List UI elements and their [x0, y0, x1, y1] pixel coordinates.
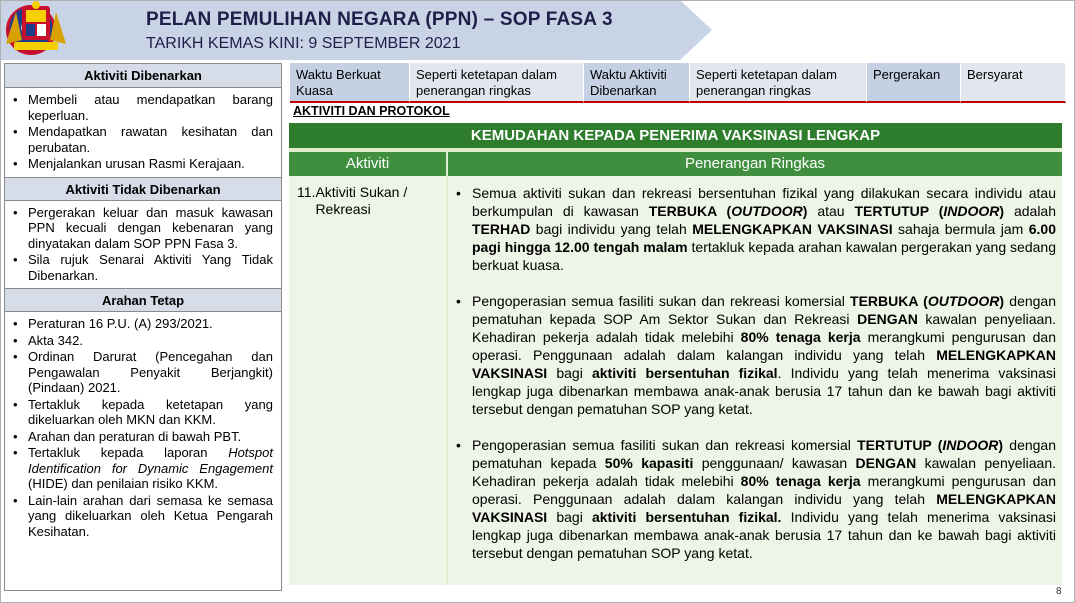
tab-waktu-aktiviti-value: Seperti ketetapan dalam penerangan ringkas [690, 63, 867, 103]
list-item: • Peraturan 16 P.U. (A) 293/2021. [13, 316, 273, 332]
emphasis-text: aktiviti bersentuhan fizikal [591, 365, 778, 381]
list-item: • Membeli atau mendapatkan barang keperluan. [13, 92, 273, 123]
emphasis-text: 80% tenaga kerja [740, 329, 861, 345]
emphasis-text: OUTDOOR [927, 293, 1000, 309]
section-body-standing-orders [5, 312, 281, 544]
description-bullet: • Pengoperasian semua fasiliti sukan dan rekreasi komersial TERBUKA (OUTDOOR) dengan pematuhan kepada SOP Am Sektor Sukan dan Rekreasi DENGAN kawalan penyeliaan. Kehadiran pekerja adalah tidak melebihi 80% tenaga kerja merangkumi pengurusan dan operasi. Penggunaan adalah dalam kalangan individu yang telah MELENGKAPKAN VAKSINASI bagi aktiviti bersentuhan fizikal. Individu yang telah menerima vaksinasi lengkap juga dibenarkan membawa anak-anak berusia 17 tahun dan ke bawah bagi aktiviti tersebut dengan pematuhan SOP yang ketat. [454, 292, 1056, 418]
emphasis-text: DENGAN [857, 311, 918, 327]
emphasis-text: OUTDOOR [731, 203, 803, 219]
tab-waktu-aktiviti: Waktu Aktiviti Dibenarkan [584, 63, 690, 103]
table-header [289, 152, 1062, 176]
emphasis-text: 50% kapasiti [604, 455, 694, 471]
list-item: • Akta 342. [13, 333, 273, 349]
emphasis-text: ) [998, 437, 1004, 453]
emphasis-text: INDOOR [942, 437, 999, 453]
list-item: • Arahan dan peraturan di bawah PBT. [13, 429, 273, 445]
description-cell [448, 176, 1062, 585]
column-header-description: Penerangan Ringkas [448, 152, 1062, 176]
hide-italic-text: Hotspot Identification for Dynamic Engagement [28, 445, 273, 476]
list-item: • Pergerakan keluar dan masuk kawasan PPN kecuali dengan kebenaran yang dinyatakan dalam SOP PPN Fasa 3. [13, 205, 273, 252]
page-subtitle: TARIKH KEMAS KINI: 9 SEPTEMBER 2021 [146, 35, 461, 52]
emphasis-text: ) [999, 203, 1005, 219]
section-heading-not-allowed: Aktiviti Tidak Dibenarkan [5, 177, 281, 201]
coat-of-arms-logo [0, 0, 72, 54]
column-header-activity: Aktiviti [289, 152, 446, 176]
main-panel [289, 123, 1062, 585]
activity-name: Aktiviti Sukan / Rekreasi [315, 184, 408, 217]
info-tabs [290, 63, 1066, 103]
list-item: • Menjalankan urusan Rasmi Kerajaan. [13, 156, 273, 172]
section-body-allowed [5, 88, 281, 177]
tab-pergerakan: Pergerakan [867, 63, 961, 103]
page-title: PELAN PEMULIHAN NEGARA (PPN) – SOP FASA 3 [146, 9, 613, 30]
list-item: • Lain-lain arahan dari semasa ke semasa yang dikeluarkan oleh Ketua Pengarah Kesihatan. [13, 493, 273, 540]
section-heading-standing-orders: Arahan Tetap [5, 288, 281, 312]
emphasis-text: DENGAN [855, 455, 917, 471]
description-bullet: • Semua aktiviti sukan dan rekreasi bersentuhan fizikal yang dilakukan secara individu atau berkumpulan di kawasan TERBUKA (OUTDOOR) atau TERTUTUP (INDOOR) adalah TERHAD bagi individu yang telah MELENGKAPKAN VAKSINASI sahaja bermula jam 6.00 pagi hingga 12.00 tengah malam tertakluk kepada arahan kawalan pergerakan yang sedang berkuat kuasa. [454, 184, 1056, 274]
emphasis-text: 6.00 pagi hingga 12.00 tengah malam [472, 221, 1056, 255]
activity-cell [289, 176, 446, 585]
list-item: • Ordinan Darurat (Pencegahan dan Pengawalan Penyakit Berjangkit) (Pindaan) 2021. [13, 349, 273, 396]
emphasis-text: TERTUTUP ( [854, 203, 944, 219]
page-number: 8 [1056, 586, 1062, 597]
emphasis-text: TERBUKA ( [648, 203, 732, 219]
hide-report-text: Tertakluk kepada laporan Hotspot Identification for Dynamic Engagement (HIDE) dan penilaian risiko KKM. [28, 445, 273, 491]
emphasis-text: ) [999, 293, 1005, 309]
description-bullet: • Pengoperasian semua fasiliti sukan dan rekreasi komersial TERTUTUP (INDOOR) dengan pematuhan kepada 50% kapasiti penggunaan/ kawasan DENGAN kawalan penyeliaan. Kehadiran pekerja adalah tidak melebihi 80% tenaga kerja merangkumi pengurusan dan operasi. Penggunaan adalah dalam kalangan individu yang telah MELENGKAPKAN VAKSINASI bagi aktiviti bersentuhan fizikal. Individu yang telah menerima vaksinasi lengkap juga dibenarkan membawa anak-anak berusia 17 tahun dan ke bawah bagi aktiviti tersebut dengan pematuhan SOP yang ketat. [454, 436, 1056, 562]
activity-number: 11. [297, 184, 316, 200]
section-heading-allowed: Aktiviti Dibenarkan [5, 64, 281, 88]
emphasis-text: ) [802, 203, 808, 219]
emphasis-text: TERBUKA ( [850, 293, 928, 309]
left-sidebar [4, 63, 282, 591]
emphasis-text: 80% tenaga kerja [740, 473, 861, 489]
list-item: • Tertakluk kepada ketetapan yang dikeluarkan oleh MKN dan KKM. [13, 397, 273, 428]
emphasis-text: MELENGKAPKAN VAKSINASI [472, 347, 1056, 381]
table-row [289, 176, 1062, 585]
header-band [0, 0, 1075, 60]
tab-waktu-berkuat-kuasa-value: Seperti ketetapan dalam penerangan ringkas [410, 63, 584, 103]
emphasis-text: TERTUTUP ( [857, 437, 943, 453]
section-body-not-allowed [5, 201, 281, 289]
emphasis-text: MELENGKAPKAN VAKSINASI [692, 221, 893, 237]
list-item: • Sila rujuk Senarai Aktiviti Yang Tidak Dibenarkan. [13, 252, 273, 283]
emphasis-text: INDOOR [943, 203, 1000, 219]
list-item-hide [13, 445, 273, 492]
tab-waktu-berkuat-kuasa: Waktu Berkuat Kuasa [290, 63, 410, 103]
emphasis-text: aktiviti bersentuhan fizikal. [591, 509, 782, 525]
tab-pergerakan-value: Bersyarat [961, 63, 1066, 103]
emphasis-text: TERHAD [472, 221, 531, 237]
list-item: • Mendapatkan rawatan kesihatan dan perubatan. [13, 124, 273, 155]
panel-banner: KEMUDAHAN KEPADA PENERIMA VAKSINASI LENGKAP [289, 123, 1062, 148]
emphasis-text: MELENGKAPKAN VAKSINASI [472, 491, 1056, 525]
section-label: AKTIVITI DAN PROTOKOL [293, 104, 450, 118]
